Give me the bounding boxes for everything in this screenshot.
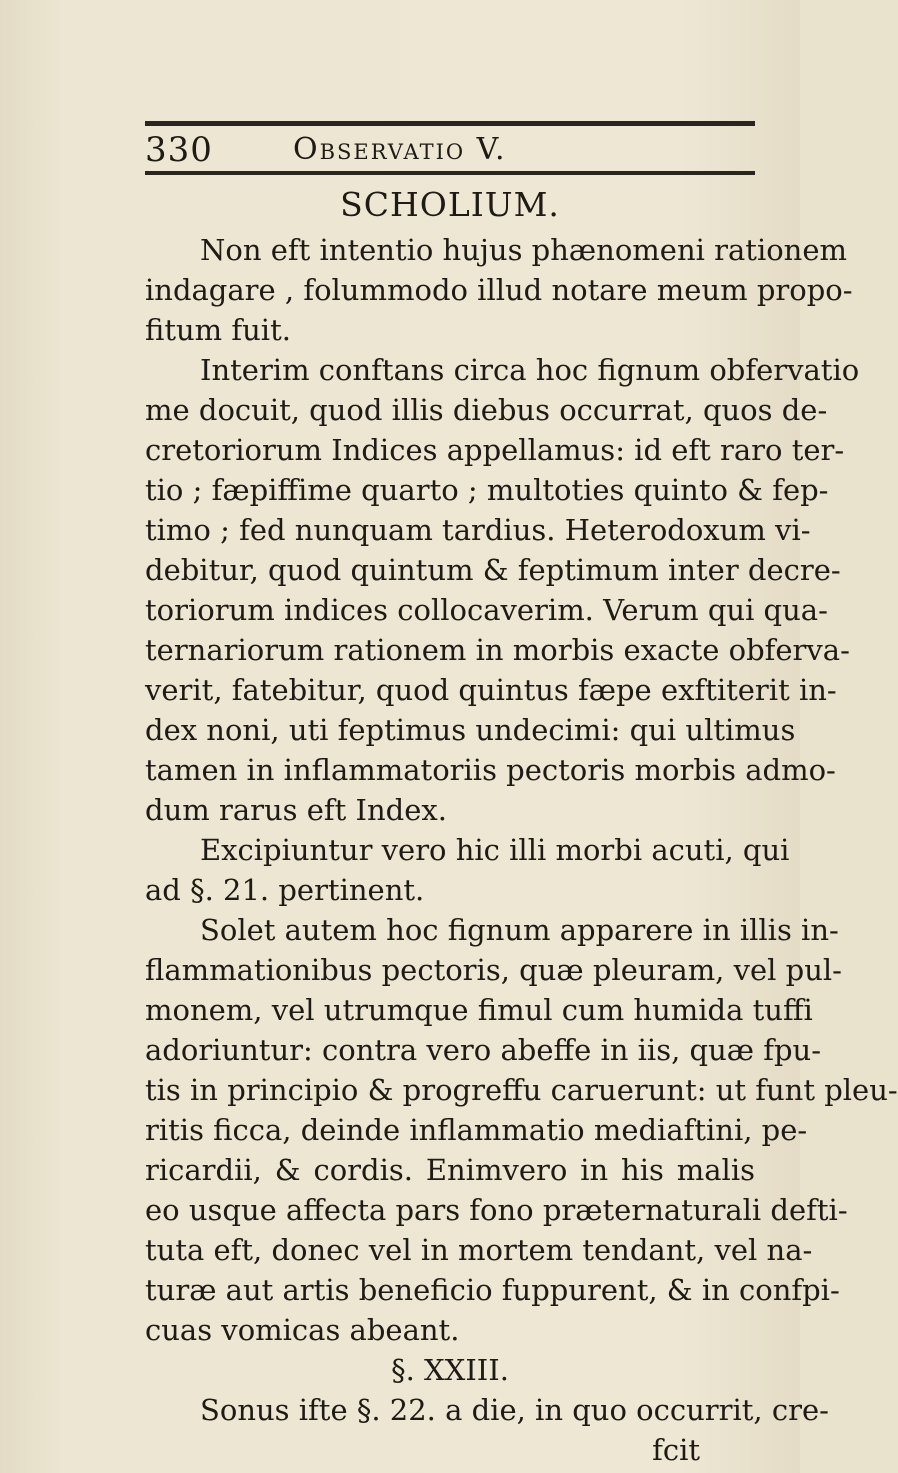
header-rule-top xyxy=(145,121,755,126)
section-heading: §. XXIII. xyxy=(391,1353,509,1387)
text-line: Excipiuntur vero hic illi morbi acuti, qui xyxy=(200,833,790,867)
text-line: Non eft intentio hujus phænomeni rationem xyxy=(200,233,848,267)
text-line: ritis ficca, deinde inflammatio mediaftini, pe- xyxy=(145,1113,808,1147)
page-header xyxy=(145,128,755,172)
running-head: Observatio V. xyxy=(293,132,507,167)
header-rule-bottom xyxy=(145,171,755,175)
text-block xyxy=(145,180,898,1470)
text-line: dum rarus eft Index. xyxy=(145,793,447,827)
text-line: dex noni, uti feptimus undecimi: qui ultimus xyxy=(145,713,796,747)
text-line: debitur, quod quintum & feptimum inter decre- xyxy=(145,553,841,587)
text-line: ad §. 21. pertinent. xyxy=(145,873,425,907)
text-line: me docuit, quod illis diebus occurrat, quos de- xyxy=(145,393,828,427)
text-line: cuas vomicas abeant. xyxy=(145,1313,460,1347)
text-line: tuta eft, donec vel in mortem tendant, vel na- xyxy=(145,1233,813,1267)
text-line: eo usque affecta pars fono præternaturali defti- xyxy=(145,1193,848,1227)
text-line: Interim conftans circa hoc fignum obfervatio xyxy=(200,353,860,387)
catchword: fcit xyxy=(652,1433,700,1467)
text-line: timo ; fed nunquam tardius. Heterodoxum vi- xyxy=(145,513,811,547)
text-line: flammationibus pectoris, quæ pleuram, vel pul- xyxy=(145,953,842,987)
text-line: toriorum indices collocaverim. Verum qui qua- xyxy=(145,593,828,627)
text-line: ricardii, & cordis. Enimvero in his malis xyxy=(145,1153,755,1187)
text-line: adoriuntur: contra vero abeffe in iis, quæ fpu- xyxy=(145,1033,822,1067)
text-line: fitum fuit. xyxy=(145,313,291,347)
body-text xyxy=(145,230,898,1350)
text-line: ternariorum rationem in morbis exacte obferva- xyxy=(145,633,850,667)
page-number: 330 xyxy=(145,130,213,170)
text-line: monem, vel utrumque fimul cum humida tuffi xyxy=(145,993,813,1027)
text-line: tamen in inflammatoriis pectoris morbis admo- xyxy=(145,753,836,787)
text-line: cretoriorum Indices appellamus: id eft raro ter- xyxy=(145,433,845,467)
section-first-line: Sonus ifte §. 22. a die, in quo occurrit, cre- xyxy=(200,1393,829,1427)
scholium-heading: SCHOLIUM. xyxy=(340,185,560,224)
text-line: tio ; fæpiffime quarto ; multoties quinto & fep- xyxy=(145,473,829,507)
text-line: turæ aut artis beneficio fuppurent, & in confpi- xyxy=(145,1273,840,1307)
text-line: Solet autem hoc fignum apparere in illis in- xyxy=(200,913,839,947)
text-line: verit, fatebitur, quod quintus fæpe exftiterit in- xyxy=(145,673,837,707)
text-line: tis in principio & progreffu caruerunt: ut funt pleu- xyxy=(145,1073,898,1107)
text-line: indagare , folummodo illud notare meum propo- xyxy=(145,273,853,307)
